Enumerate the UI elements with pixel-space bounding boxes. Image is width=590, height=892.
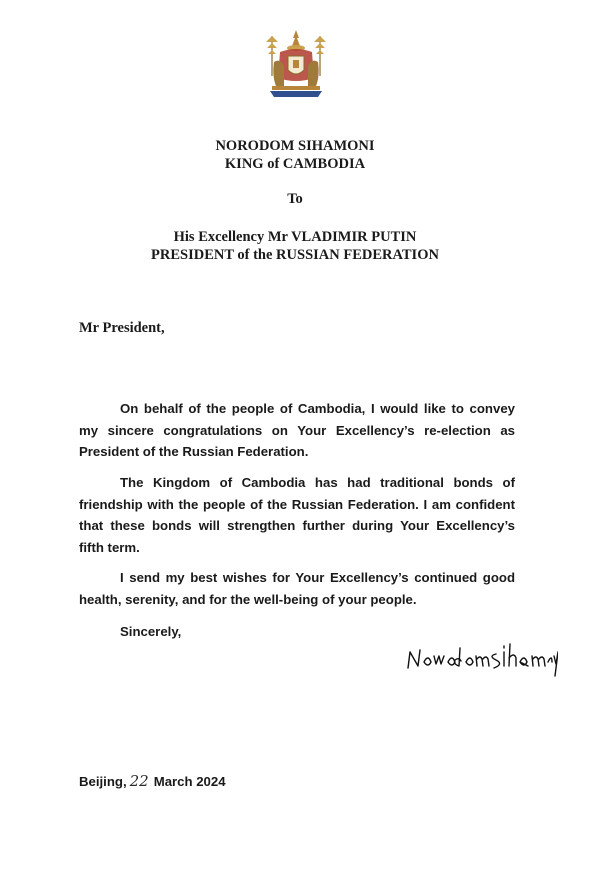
handwritten-signature-icon: [404, 638, 558, 682]
date-city: Beijing,: [79, 774, 127, 789]
sender-name: NORODOM SIHAMONI: [215, 138, 375, 154]
date-month-year: March 2024: [153, 774, 226, 789]
recipient-name: His Excellency Mr VLADIMIR PUTIN: [173, 229, 417, 245]
date-day-handwritten: 22: [129, 772, 149, 790]
closing: Sincerely,: [120, 624, 182, 639]
salutation: Mr President,: [79, 320, 165, 336]
to-label: To: [287, 191, 303, 207]
body-paragraph: On behalf of the people of Cambodia, I would like to convey my sincere congratulations on Your Excellency’s re-election as President of the Russian Federation.: [79, 401, 515, 459]
dateline: [79, 772, 226, 790]
royal-arms-of-cambodia-icon: [258, 28, 334, 100]
sender-title: KING of CAMBODIA: [224, 156, 366, 172]
body-paragraph: The Kingdom of Cambodia has had traditional bonds of friendship with the people of the Russian Federation. I am confident that these bonds will strengthen further during Your Excellency’s fifth term.: [79, 475, 515, 555]
recipient-title: PRESIDENT of the RUSSIAN FEDERATION: [151, 247, 439, 263]
body-paragraph: I send my best wishes for Your Excellency’s continued good health, serenity, and for the well-being of your people.: [79, 570, 515, 607]
